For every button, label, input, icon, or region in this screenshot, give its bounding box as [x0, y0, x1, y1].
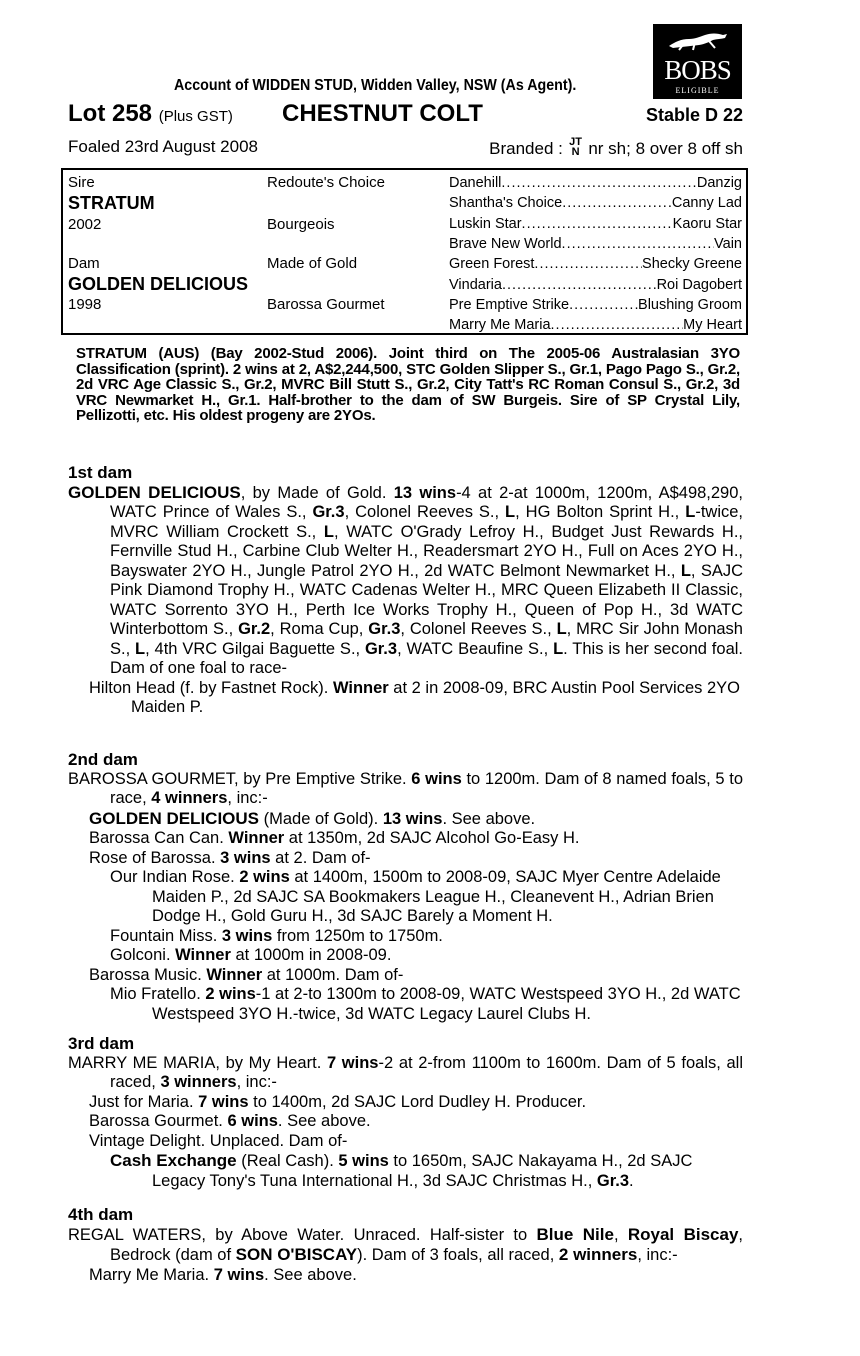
ancestor-row: [449, 195, 742, 211]
stable-label: Stable D 22: [645, 105, 743, 125]
third-dam-section: [68, 1034, 743, 1191]
lot-label: Lot 258: [68, 100, 153, 127]
sire-year: 2002: [68, 216, 102, 233]
foaled-date: Foaled 23rd August 2008: [68, 137, 258, 156]
grandfoal-entry: Our Indian Rose. 2 wins at 1400m, 1500m to 2008-09, SAJC Myer Centre Adelaide Maiden P., 2d SAJC SA Bookmakers League H., Cleanevent H., Adrian Brien Dodge H., Gold Guru H., 3d SAJC Barely a Moment H.: [110, 868, 721, 925]
ancestor-row: [449, 175, 742, 191]
brand-mark: [568, 137, 584, 157]
section-heading: 1st dam: [68, 463, 133, 482]
section-heading: 4th dam: [68, 1205, 134, 1224]
ancestor-left: Luskin Star: [449, 216, 522, 232]
first-dam-section: [68, 463, 743, 718]
branded-details: nr sh; 8 over 8 off sh: [588, 139, 743, 158]
ancestor-left: Danehill: [449, 175, 502, 191]
sire-summary: STRATUM (AUS) (Bay 2002-Stud 2006). Joint third on The 2005-06 Australasian 3YO Classification (sprint). 2 wins at 2, A$2,244,500, STC Golden Slipper S., Gr.1, Pago Pago S., Gr.2, 2d VRC Age Classic S., Gr.2, MVRC Bill Stutt S., Gr.2, City Tatt's RC Roman Consul S., Gr.2, 3d VRC Newmarket H., Gr.1. Half-brother to the dam of SW Burgeis. Sire of SP Crystal Lily, Pellizotti, etc. His oldest progeny are 2YOs.: [76, 345, 740, 424]
foal-entry: GOLDEN DELICIOUS (Made of Gold). 13 wins. See above.: [89, 808, 536, 828]
ancestor-left: Vindaria: [449, 277, 502, 293]
ancestor-row: [449, 256, 742, 272]
ancestor-left: Marry Me Maria: [449, 317, 551, 333]
sire-name: STRATUM: [68, 193, 155, 213]
grandfoal-entry: Mio Fratello. 2 wins-1 at 2-to 1300m to 2008-09, WATC Westspeed 3YO H., 2d WATC Westspeed 3YO H.-twice, 3d WATC Legacy Laurel Clubs H.: [110, 985, 741, 1023]
lot-header: [68, 100, 743, 130]
brand-mark-top: JT: [569, 136, 583, 148]
grandsire-sire: Redoute's Choice: [267, 174, 385, 191]
ancestor-right: Shecky Greene: [642, 256, 742, 272]
ancestor-row: [449, 317, 742, 333]
ancestor-left: Brave New World: [449, 236, 562, 252]
grandsire-dam: Made of Gold: [267, 255, 358, 272]
ancestor-right: Kaoru Star: [672, 216, 742, 232]
logo-text: BOBS: [664, 55, 731, 85]
ancestor-row: [449, 236, 742, 252]
grandfoal-entry: Fountain Miss. 3 wins from 1250m to 1750m.: [110, 926, 443, 945]
ancestor-right: Canny Lad: [671, 195, 742, 211]
foal-entry: Marry Me Maria. 7 wins. See above.: [89, 1265, 357, 1284]
dam-paragraph: MARRY ME MARIA, by My Heart. 7 wins-2 at 2-from 1100m to 1600m. Dam of 5 foals, all raced, 3 winners, inc:-: [68, 1053, 744, 1091]
foal-entry: Barossa Music. Winner at 1000m. Dam of-: [89, 965, 404, 984]
account-line: Account of WIDDEN STUD, Widden Valley, NSW (As Agent).: [174, 77, 577, 94]
dam-paragraph: REGAL WATERS, by Above Water. Unraced. Half-sister to Blue Nile, Royal Biscay, Bedrock (dam of SON O'BISCAY). Dam of 3 foals, all raced, 2 winners, inc:-: [68, 1224, 743, 1264]
foal-entry: Barossa Gourmet. 6 wins. See above.: [89, 1112, 371, 1130]
granddam-dam: Barossa Gourmet: [267, 296, 385, 313]
lot-number: [68, 100, 233, 128]
dam-name: GOLDEN DELICIOUS: [68, 274, 249, 294]
horse-icon: [665, 30, 731, 52]
dam-year: 1998: [68, 296, 102, 313]
dam-paragraph: GOLDEN DELICIOUS, by Made of Gold. 13 wins-4 at 2-at 1000m, 1200m, A$498,290, WATC Prince of Wales S., Gr.3, Colonel Reeves S., L, HG Bolton Sprint H., L-twice, MVRC William Crockett S., L, WATC O'Grady Lefroy H., Budget Just Rewards H., Fernville Stud H., Carbine Club Welter H., Readersmart 2YO H., Full on Aces 2YO H., Bayswater 2YO H., Jungle Patrol 2YO H., 2d WATC Belmont Newmarket H., L, SAJC Pink Diamond Trophy H., WATC Cadenas Welter H., MRC Queen Elizabeth II Classic, WATC Sorrento 3YO H., Perth Ice Works Trophy H., Queen of Pop H., 3d WATC Winterbottom S., Gr.2, Roma Cup, Gr.3, Colonel Reeves S., L, MRC Sir John Monash S., L, 4th VRC Gilgai Baguette S., Gr.3, WATC Beaufine S., L. This is her second foal. Dam of one foal to race-: [68, 482, 743, 677]
fourth-dam-section: [68, 1205, 743, 1285]
foal-entry: Just for Maria. 7 wins to 1400m, 2d SAJC Lord Dudley H. Producer.: [89, 1092, 587, 1111]
ancestor-left: Pre Emptive Strike: [449, 297, 570, 313]
ancestor-right: Vain: [714, 236, 742, 252]
foal-entry: Rose of Barossa. 3 wins at 2. Dam of-: [89, 848, 371, 867]
brand-mark-bottom: N: [571, 146, 580, 158]
ancestor-row: [449, 297, 742, 313]
second-dam-section: [68, 750, 743, 1024]
ancestor-right: Roi Dagobert: [656, 277, 742, 293]
ancestor-left: Shantha's Choice: [449, 195, 563, 211]
granddam-sire: Bourgeois: [267, 216, 335, 233]
foal-entry: Hilton Head (f. by Fastnet Rock). Winner at 2 in 2008-09, BRC Austin Pool Services 2YO Maiden P.: [89, 678, 740, 716]
sire-label: Sire: [68, 174, 95, 191]
ancestor-right: Blushing Groom: [638, 297, 742, 313]
dam-name: GOLDEN DELICIOUS: [68, 482, 241, 502]
pedigree-table: [61, 168, 748, 335]
logo-subtext: ELIGIBLE: [675, 86, 720, 95]
ancestor-left: Green Forest: [449, 256, 535, 272]
ancestor-row: [449, 277, 742, 293]
branded-line: [489, 137, 743, 159]
branded-label: Branded :: [489, 139, 563, 158]
ancestor-right: My Heart: [683, 317, 742, 333]
dam-paragraph: BAROSSA GOURMET, by Pre Emptive Strike. 6 wins to 1200m. Dam of 8 named foals, 5 to race, 4 winners, inc:-: [68, 769, 743, 807]
lot-title: CHESTNUT COLT: [282, 100, 483, 127]
dam-label: Dam: [68, 255, 100, 272]
section-heading: 3rd dam: [68, 1034, 135, 1053]
ancestor-row: [449, 216, 742, 232]
section-heading: 2nd dam: [68, 750, 138, 769]
grandfoal-entry: Cash Exchange (Real Cash). 5 wins to 1650m, SAJC Nakayama H., 2d SAJC Legacy Tony's Tuna International H., 3d SAJC Christmas H., Gr.3.: [110, 1151, 693, 1190]
foal-entry: Barossa Can Can. Winner at 1350m, 2d SAJC Alcohol Go-Easy H.: [89, 829, 580, 847]
gst-note: (Plus GST): [158, 108, 233, 125]
grandfoal-entry: Golconi. Winner at 1000m in 2008-09.: [110, 946, 392, 964]
bobs-eligible-logo: [653, 24, 742, 99]
foal-entry: Vintage Delight. Unplaced. Dam of-: [89, 1131, 348, 1150]
ancestor-right: Danzig: [696, 175, 742, 191]
